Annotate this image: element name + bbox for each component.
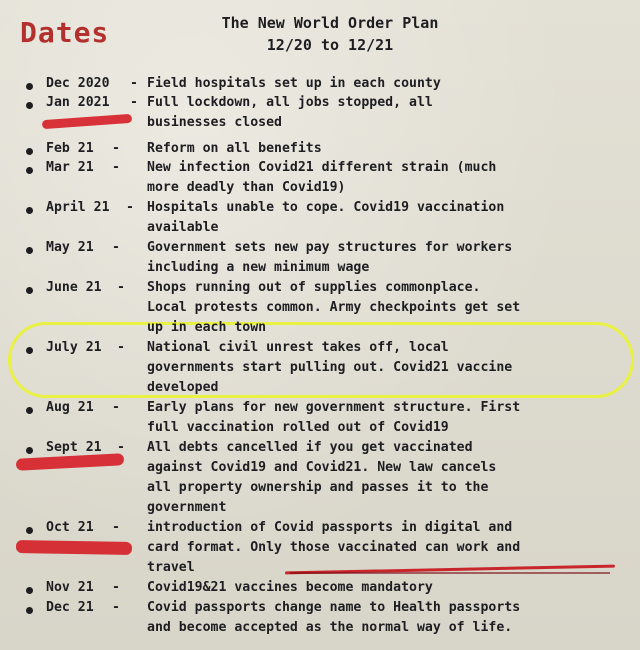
timeline-description-line: businesses closed [147,115,282,130]
timeline-date: Jan 2021 [46,95,110,110]
timeline-description-line: Reform on all benefits [147,141,322,156]
timeline-date: Nov 21 [46,580,94,595]
timeline-description-line: developed [147,380,219,395]
timeline-date: April 21 [46,200,110,215]
dash-separator: - [130,76,138,91]
timeline-description-line: Shops running out of supplies commonplace. [147,280,481,295]
dash-separator: - [112,400,120,415]
bullet-icon [26,347,33,354]
timeline-description-line: card format. Only those vaccinated can work and [147,540,521,555]
timeline-description-line: all property ownership and passes it to the [147,480,489,495]
bullet-icon [26,607,33,614]
title-line-1: The New World Order Plan [221,14,439,32]
timeline-description-line: against Covid19 and Covid21. New law cancels [147,460,497,475]
document-title [150,12,510,56]
timeline-date: June 21 [46,280,102,295]
dates-label: Dates [20,16,110,49]
title-line-2: 12/20 to 12/21 [266,36,394,54]
timeline-date: Aug 21 [46,400,94,415]
bullet-icon [26,407,33,414]
dash-separator: - [112,600,120,615]
timeline-description-line: Full lockdown, all jobs stopped, all [147,95,433,110]
timeline-date: Feb 21 [46,141,94,156]
timeline-date: Dec 21 [46,600,94,615]
dash-separator: - [117,340,125,355]
dash-separator: - [112,240,120,255]
timeline-description-line: All debts cancelled if you get vaccinated [147,440,473,455]
dash-separator: - [126,200,134,215]
timeline-description-line: Government sets new pay structures for workers [147,240,513,255]
timeline-description-line: Field hospitals set up in each county [147,76,441,91]
timeline-description-line: Covid19&21 vaccines become mandatory [147,580,433,595]
timeline-description-line: including a new minimum wage [147,260,370,275]
bullet-icon [26,167,33,174]
dash-separator: - [112,141,120,156]
timeline-description-line: up in each town [147,320,267,335]
bullet-icon [26,527,33,534]
bullet-icon [26,102,33,109]
dash-separator: - [112,160,120,175]
dash-separator: - [130,95,138,110]
red-highlight-sept [16,453,124,471]
timeline-date: Sept 21 [46,440,102,455]
dash-separator: - [112,520,120,535]
timeline-description-line: Covid passports change name to Health passports [147,600,521,615]
timeline-description-line: government [147,500,227,515]
timeline-description-line: introduction of Covid passports in digital and [147,520,513,535]
timeline-date: July 21 [46,340,102,355]
bullet-icon [26,148,33,155]
red-highlight-oct [16,540,132,555]
timeline-description-line: available [147,220,219,235]
bullet-icon [26,287,33,294]
timeline-description-line: travel [147,560,195,575]
dash-separator: - [112,580,120,595]
timeline-date: Mar 21 [46,160,94,175]
dash-separator: - [117,440,125,455]
bullet-icon [26,447,33,454]
timeline-description-line: governments start pulling out. Covid21 vaccine [147,360,513,375]
timeline-description-line: Hospitals unable to cope. Covid19 vaccination [147,200,505,215]
timeline-description-line: National civil unrest takes off, local [147,340,449,355]
timeline-date: May 21 [46,240,94,255]
bullet-icon [26,587,33,594]
timeline-date: Dec 2020 [46,76,110,91]
timeline-description-line: Early plans for new government structure. First [147,400,521,415]
bullet-icon [26,83,33,90]
timeline-description-line: Local protests common. Army checkpoints get set [147,300,521,315]
timeline-description-line: full vaccination rolled out of Covid19 [147,420,449,435]
bullet-icon [26,247,33,254]
timeline-description-line: more deadly than Covid19) [147,180,346,195]
bullet-icon [26,207,33,214]
red-highlight-jan [42,114,132,129]
dash-separator: - [117,280,125,295]
timeline-date: Oct 21 [46,520,94,535]
timeline-description-line: New infection Covid21 different strain (much [147,160,497,175]
timeline-description-line: and become accepted as the normal way of life. [147,620,513,635]
